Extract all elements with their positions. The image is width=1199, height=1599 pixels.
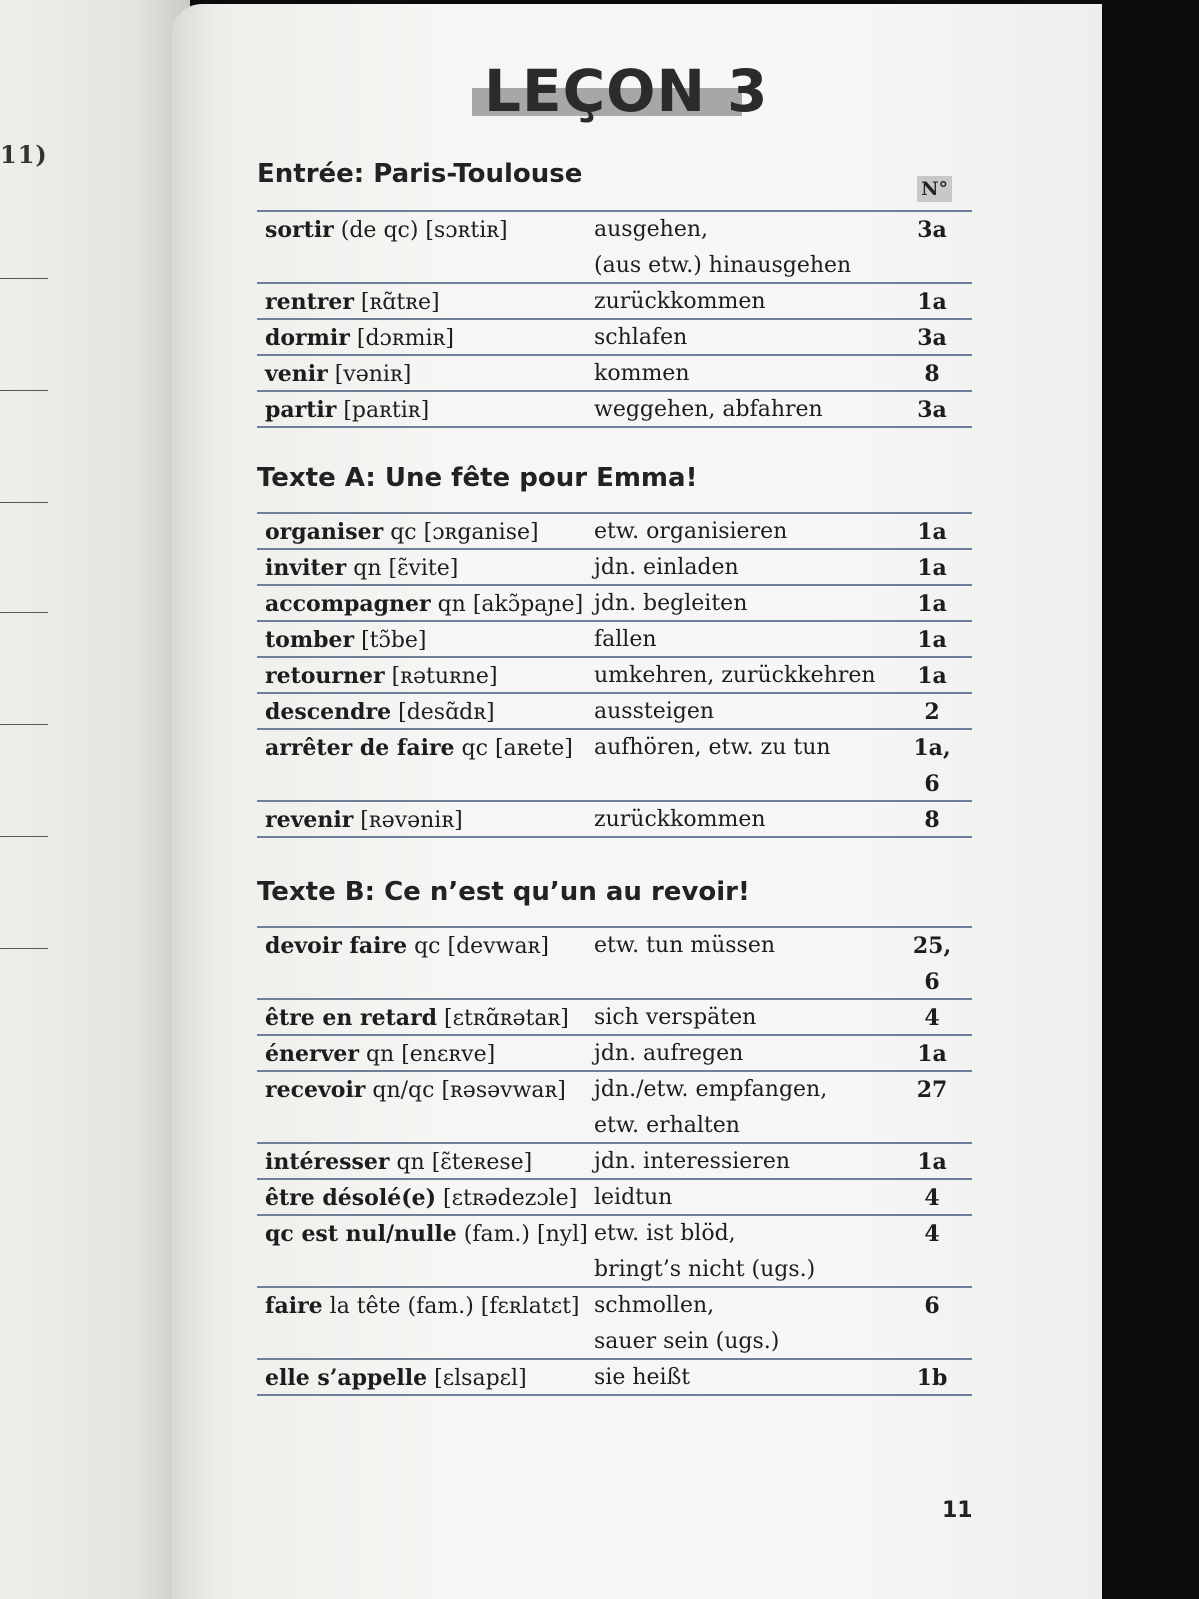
vocab-row — [257, 514, 972, 550]
german-translation — [594, 730, 894, 766]
vocab-row — [257, 658, 972, 694]
lesson-reference — [912, 212, 952, 248]
vocab-row — [257, 1144, 972, 1180]
french-word: recevoir — [265, 1077, 366, 1103]
reference-line: 4 — [924, 1221, 940, 1247]
german-translation — [594, 320, 894, 356]
lesson-reference — [912, 284, 952, 320]
french-detail: [ɛtʀɑ̃ʀətaʀ] — [437, 1006, 569, 1031]
translation-line: jdn. einladen — [594, 555, 739, 580]
vocab-row — [257, 1216, 972, 1288]
french-word: partir — [265, 397, 337, 423]
left-page-rule — [0, 612, 48, 613]
left-page-fragment: 11) — [0, 140, 48, 169]
translation-line: leidtun — [594, 1185, 673, 1210]
french-detail: qn [akɔ̃paɲe] — [430, 592, 584, 617]
german-translation — [594, 622, 894, 658]
french-detail: [paʀtiʀ] — [336, 398, 430, 423]
reference-line: 6 — [924, 771, 940, 797]
french-term — [265, 928, 549, 965]
german-translation — [594, 586, 894, 622]
translation-line: aufhören, etw. zu tun — [594, 735, 831, 760]
french-word: inviter — [265, 555, 347, 581]
vocab-row — [257, 1288, 972, 1360]
lesson-reference — [912, 356, 952, 392]
french-word: dormir — [265, 325, 350, 351]
german-translation — [594, 1072, 894, 1144]
french-detail: [ɛtʀədezɔle] — [436, 1186, 578, 1211]
german-translation — [594, 1216, 894, 1288]
french-term — [265, 356, 411, 393]
lesson-reference — [912, 1180, 952, 1216]
lesson-reference — [912, 550, 952, 586]
vocab-row — [257, 1036, 972, 1072]
french-term — [265, 212, 508, 249]
french-detail: [desɑ̃dʀ] — [391, 700, 495, 725]
lesson-reference — [912, 1216, 952, 1252]
vocab-row — [257, 730, 972, 802]
french-detail: qc [ɔʀganise] — [383, 520, 539, 545]
german-translation — [594, 1144, 894, 1180]
left-page-rule — [0, 278, 48, 279]
translation-line: jdn. interessieren — [594, 1149, 791, 1174]
french-detail: [dɔʀmiʀ] — [349, 326, 454, 351]
french-detail: [tɔ̃be] — [354, 628, 427, 653]
lesson-reference — [912, 694, 952, 730]
german-translation — [594, 928, 894, 964]
left-page-rule — [0, 836, 48, 837]
left-page-rule — [0, 502, 48, 503]
french-word: devoir faire — [265, 933, 408, 959]
reference-line: 1a — [917, 555, 947, 581]
translation-line: umkehren, zurückkehren — [594, 663, 876, 688]
lesson-reference — [912, 1036, 952, 1072]
lesson-reference — [912, 928, 952, 1000]
french-term — [265, 1144, 532, 1181]
german-translation — [594, 550, 894, 586]
translation-line: aussteigen — [594, 699, 715, 724]
section-heading: Texte A: Une fête pour Emma! — [257, 463, 698, 493]
translation-line: schmollen, — [594, 1293, 715, 1318]
translation-line: bringt’s nicht (ugs.) — [594, 1257, 816, 1282]
reference-line: 1b — [916, 1365, 948, 1391]
french-word: retourner — [265, 663, 385, 689]
lesson-reference — [912, 1288, 952, 1324]
german-translation — [594, 514, 894, 550]
translation-line: sie heißt — [594, 1365, 691, 1390]
french-detail: [ɛlsapɛl] — [427, 1366, 527, 1391]
german-translation — [594, 658, 894, 694]
lesson-reference — [912, 622, 952, 658]
vocab-row — [257, 1000, 972, 1036]
french-term — [265, 586, 583, 623]
french-detail: qn [enɛʀve] — [358, 1042, 496, 1067]
french-term — [265, 1288, 580, 1325]
french-term — [265, 514, 539, 551]
translation-line: etw. ist blöd, — [594, 1221, 736, 1246]
french-detail: qc [aʀete] — [454, 736, 573, 761]
german-translation — [594, 1288, 894, 1360]
german-translation — [594, 1000, 894, 1036]
title-block — [472, 56, 781, 126]
french-word: énerver — [265, 1041, 359, 1067]
lesson-reference — [912, 1144, 952, 1180]
french-detail: [ʀəvəniʀ] — [353, 808, 463, 833]
translation-line: kommen — [594, 361, 690, 386]
translation-line: jdn. begleiten — [594, 591, 748, 616]
reference-line: 25, — [912, 933, 952, 959]
section-heading: Entrée: Paris-Toulouse — [257, 159, 583, 189]
number-column-label: N° — [917, 176, 952, 202]
reference-line: 1a — [917, 1041, 947, 1067]
reference-line: 1a — [917, 663, 947, 689]
reference-line: 2 — [924, 699, 940, 725]
lesson-reference — [912, 802, 952, 838]
french-word: être en retard — [265, 1005, 438, 1031]
german-translation — [594, 1180, 894, 1216]
section-texte-a — [257, 458, 972, 838]
french-word: organiser — [265, 519, 384, 545]
french-detail: qn/qc [ʀəsəvwaʀ] — [365, 1078, 566, 1103]
german-translation — [594, 392, 894, 428]
reference-line: 1a, — [913, 735, 951, 761]
french-word: qc est nul/nulle — [265, 1221, 457, 1247]
page-number: 11 — [942, 1498, 973, 1523]
french-term — [265, 1180, 577, 1217]
french-word: faire — [265, 1293, 323, 1319]
french-word: descendre — [265, 699, 392, 725]
reference-line: 3a — [917, 397, 947, 423]
vocab-row — [257, 550, 972, 586]
reference-line: 27 — [916, 1077, 948, 1103]
french-word: rentrer — [265, 289, 354, 315]
section-entree — [257, 154, 972, 428]
section-heading: Texte B: Ce n’est qu’un au revoir! — [257, 877, 750, 907]
lesson-reference — [912, 392, 952, 428]
french-detail: [vəniʀ] — [327, 362, 412, 387]
french-word: sortir — [265, 217, 334, 243]
vocab-row — [257, 320, 972, 356]
french-detail: qn [ɛ̃vite] — [346, 556, 459, 581]
french-term — [265, 658, 498, 695]
translation-line: weggehen, abfahren — [594, 397, 823, 422]
translation-line: jdn./etw. empfangen, — [594, 1077, 828, 1102]
reference-line: 1a — [917, 591, 947, 617]
reference-line: 3a — [917, 325, 947, 351]
vocab-row — [257, 392, 972, 428]
left-page-rule — [0, 390, 48, 391]
left-page-rule — [0, 724, 48, 725]
reference-line: 6 — [924, 1293, 940, 1319]
vocab-table — [257, 512, 972, 838]
reference-line: 4 — [924, 1005, 940, 1031]
left-page — [0, 0, 190, 1599]
reference-line: 1a — [917, 627, 947, 653]
translation-line: sich verspäten — [594, 1005, 757, 1030]
french-word: arrêter de faire — [265, 735, 455, 761]
french-detail: qn [ɛ̃teʀese] — [389, 1150, 533, 1175]
vocab-table — [257, 926, 972, 1396]
german-translation — [594, 356, 894, 392]
lesson-reference — [912, 1360, 952, 1396]
lesson-reference — [912, 320, 952, 356]
french-term — [265, 1036, 495, 1073]
vocab-row — [257, 802, 972, 838]
french-term — [265, 1360, 527, 1397]
french-word: intéresser — [265, 1149, 390, 1175]
vocab-row — [257, 284, 972, 320]
french-word: accompagner — [265, 591, 431, 617]
reference-line: 8 — [924, 361, 940, 387]
vocab-row — [257, 1072, 972, 1144]
french-detail: (de qc) [sɔʀtiʀ] — [333, 218, 508, 243]
vocab-row — [257, 212, 972, 284]
french-term — [265, 802, 463, 839]
translation-line: (aus etw.) hinausgehen — [594, 253, 852, 278]
reference-line: 8 — [924, 807, 940, 833]
translation-line: zurückkommen — [594, 807, 766, 832]
right-page — [172, 4, 1102, 1599]
french-term — [265, 1000, 569, 1037]
translation-line: jdn. aufregen — [594, 1041, 744, 1066]
vocab-row — [257, 694, 972, 730]
left-page-rule — [0, 948, 48, 949]
vocab-row — [257, 1180, 972, 1216]
french-word: revenir — [265, 807, 354, 833]
french-detail: [ʀətuʀne] — [384, 664, 498, 689]
vocab-table — [257, 210, 972, 428]
french-word: tomber — [265, 627, 355, 653]
german-translation — [594, 212, 894, 284]
french-term — [265, 1072, 566, 1109]
translation-line: fallen — [594, 627, 657, 652]
lesson-reference — [912, 586, 952, 622]
translation-line: etw. tun müssen — [594, 933, 776, 958]
section-texte-b — [257, 872, 972, 1396]
french-term — [265, 320, 454, 357]
french-detail: (fam.) [nyl] — [456, 1222, 588, 1247]
lesson-reference — [912, 514, 952, 550]
french-term — [265, 550, 458, 587]
page-title: LEÇON 3 — [484, 57, 769, 125]
french-term — [265, 730, 573, 767]
vocab-row — [257, 586, 972, 622]
german-translation — [594, 694, 894, 730]
french-term — [265, 694, 495, 731]
french-detail: la tête (fam.) [fɛʀlatɛt] — [322, 1294, 580, 1319]
french-term — [265, 1216, 588, 1253]
translation-line: zurückkommen — [594, 289, 766, 314]
french-detail: qc [devwaʀ] — [407, 934, 549, 959]
french-term — [265, 622, 427, 659]
vocab-row — [257, 1360, 972, 1396]
translation-line: ausgehen, — [594, 217, 709, 242]
reference-line: 1a — [917, 519, 947, 545]
reference-line: 4 — [924, 1185, 940, 1211]
reference-line: 3a — [917, 217, 947, 243]
reference-line: 1a — [917, 289, 947, 315]
french-detail: [ʀɑ̃tʀe] — [353, 290, 440, 315]
translation-line: etw. organisieren — [594, 519, 788, 544]
reference-line: 6 — [924, 969, 940, 995]
french-word: elle s’appelle — [265, 1365, 428, 1391]
translation-line: schlafen — [594, 325, 688, 350]
translation-line: etw. erhalten — [594, 1113, 740, 1138]
lesson-reference — [912, 1072, 952, 1108]
french-term — [265, 392, 429, 429]
vocab-row — [257, 356, 972, 392]
french-word: être désolé(e) — [265, 1185, 437, 1211]
french-term — [265, 284, 440, 321]
german-translation — [594, 1036, 894, 1072]
german-translation — [594, 1360, 894, 1396]
lesson-reference — [912, 658, 952, 694]
vocab-row — [257, 928, 972, 1000]
german-translation — [594, 284, 894, 320]
reference-line: 1a — [917, 1149, 947, 1175]
lesson-reference — [912, 1000, 952, 1036]
german-translation — [594, 802, 894, 838]
vocab-row — [257, 622, 972, 658]
translation-line: sauer sein (ugs.) — [594, 1329, 780, 1354]
french-word: venir — [265, 361, 328, 387]
lesson-reference — [912, 730, 952, 802]
